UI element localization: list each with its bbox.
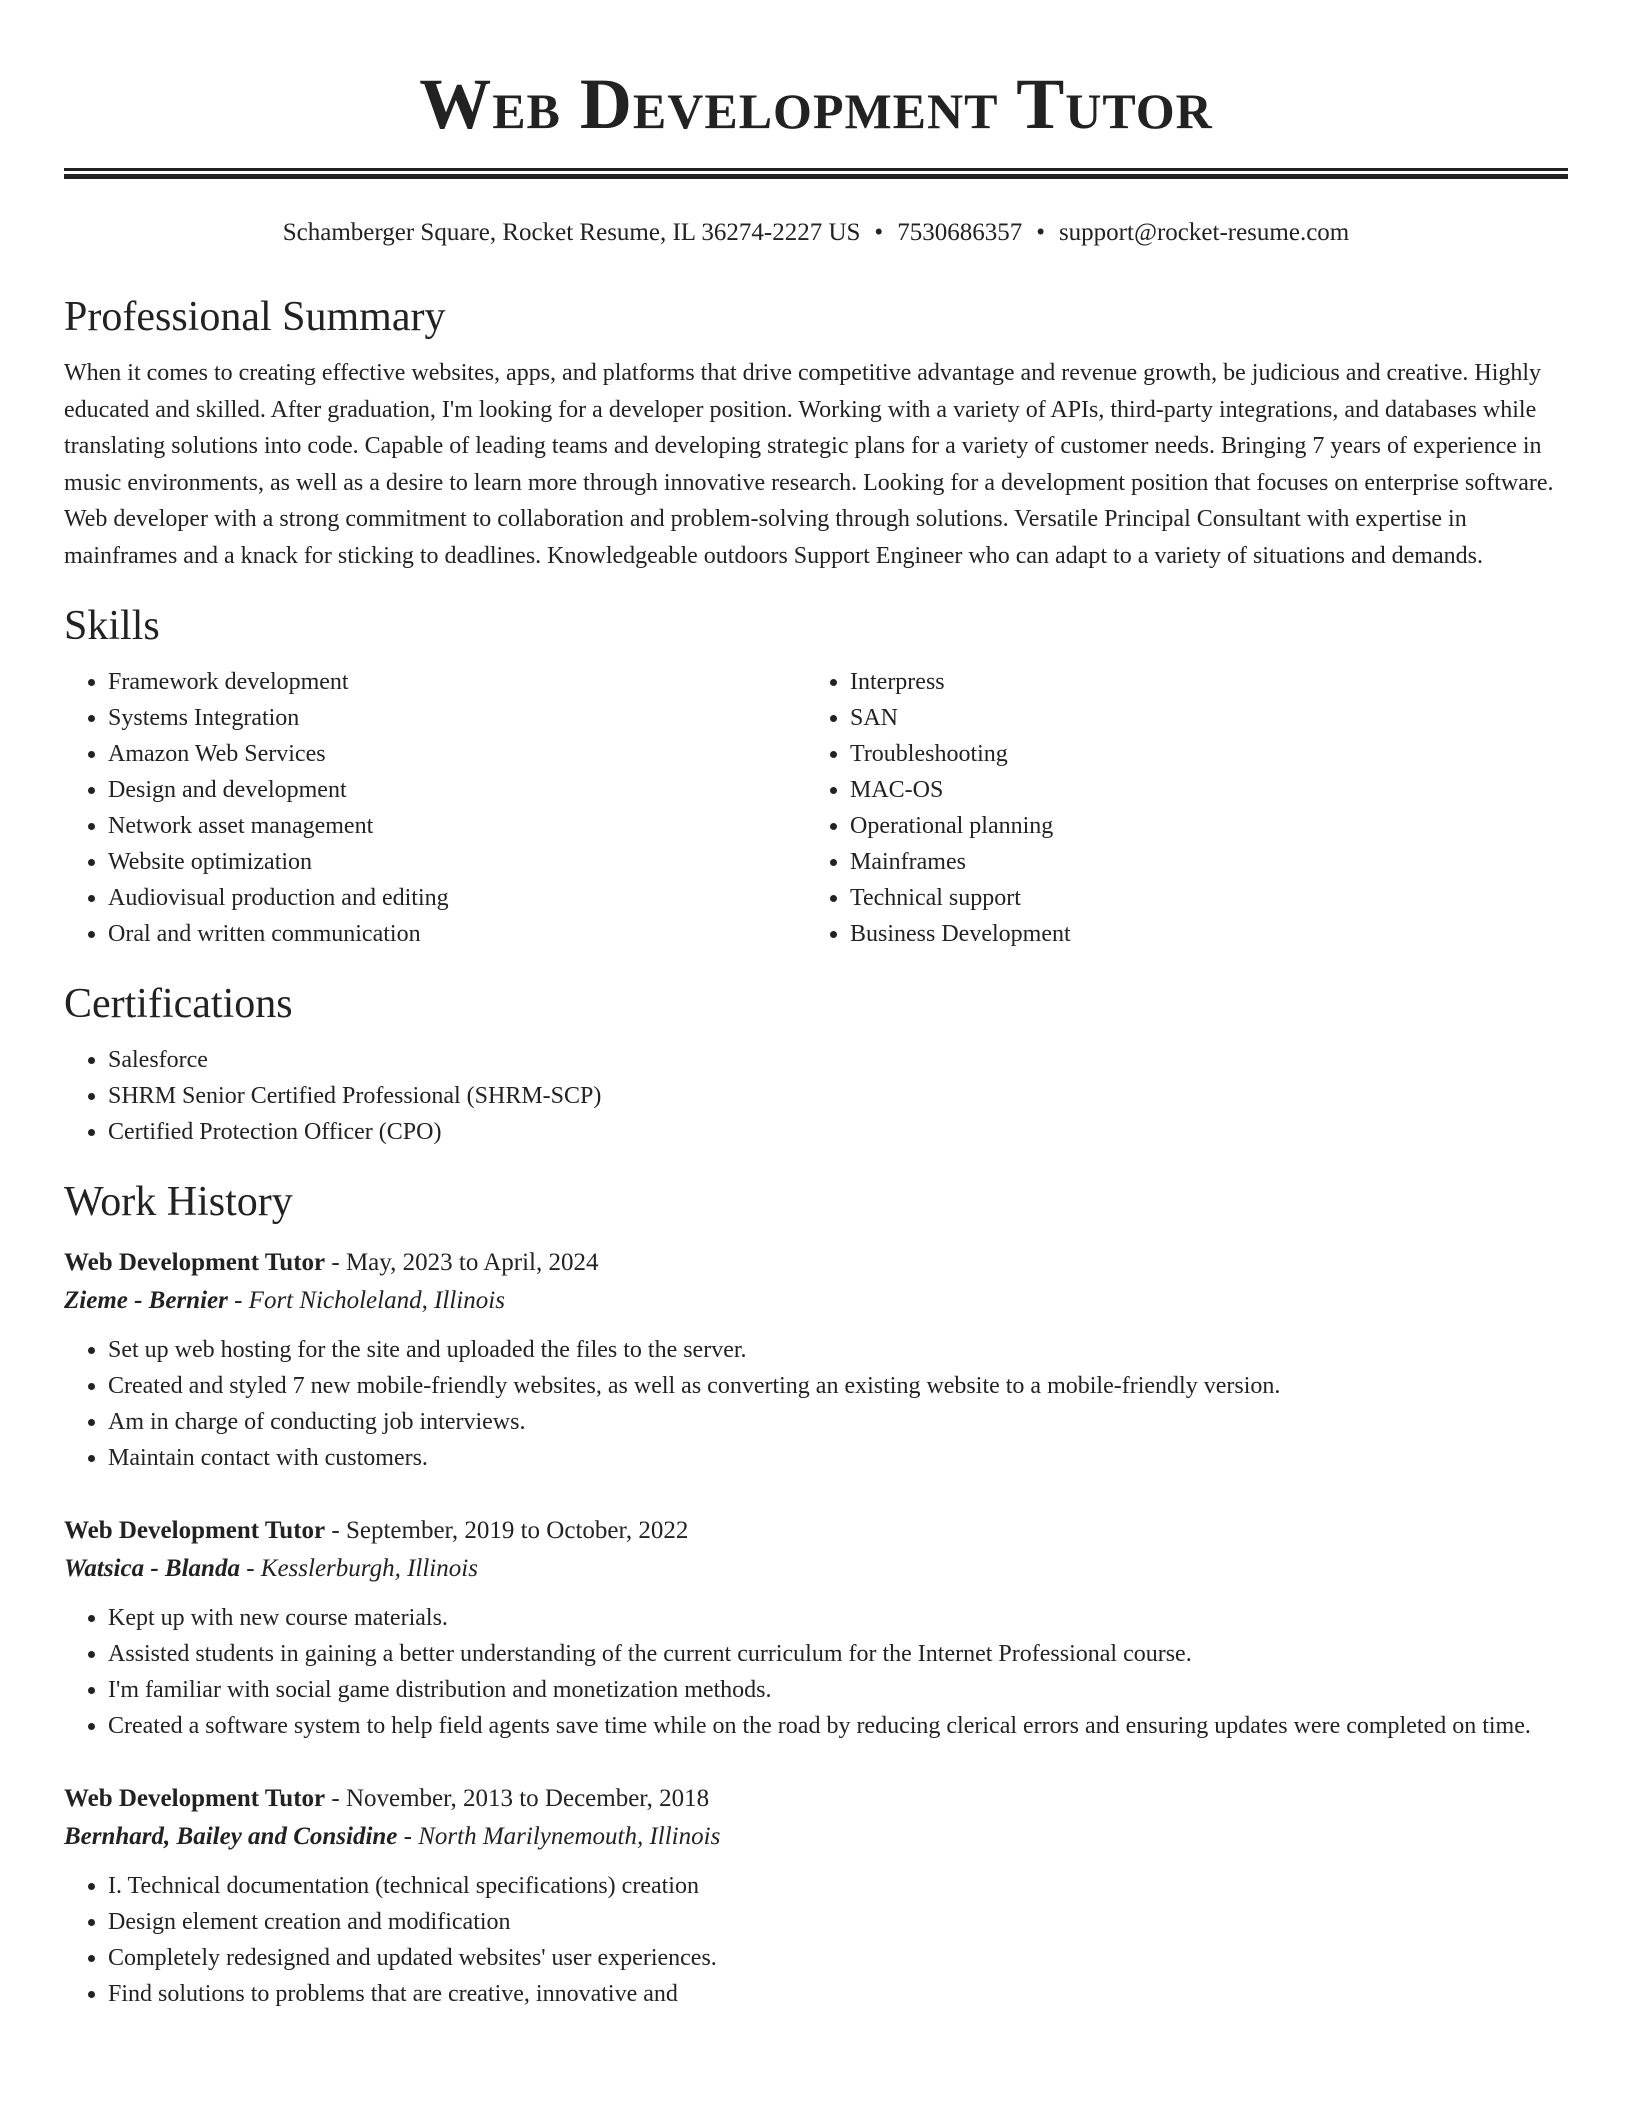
job-title-line — [64, 1780, 1568, 1818]
job-dates: - May, 2023 to April, 2024 — [325, 1249, 599, 1276]
job-company: Zieme - Bernier — [64, 1287, 228, 1314]
skill-item: • Operational planning — [850, 808, 1548, 844]
skill-item: • Troubleshooting — [850, 736, 1548, 772]
job-title-line — [64, 1512, 1568, 1550]
job-bullet: • Assisted students in gaining a better understanding of the current curriculum for the Internet Professional course. — [108, 1636, 1568, 1672]
summary-text: When it comes to creating effective websites, apps, and platforms that drive competitive advantage and revenue growth, be judicious and creative. Highly educated and skilled. After graduation, I'm looking for a developer position. Working with a variety of APIs, third-party integrations, and databases while translating solutions into code. Capable of leading teams and developing strategic plans for a variety of customer needs. Bringing 7 years of experience in music environments, as well as a desire to learn more through innovative research. Looking for a development position that focuses on enterprise software. Web developer with a strong commitment to collaboration and problem-solving through solutions. Versatile Principal Consultant with expertise in mainframes and a knack for sticking to deadlines. Knowledgeable outdoors Support Engineer who can adapt to a variety of situations and demands. — [64, 360, 1554, 569]
skill-item: • MAC-OS — [850, 772, 1548, 808]
job-role: Web Development Tutor — [64, 1249, 326, 1276]
certification-item: • SHRM Senior Certified Professional (SHRM-SCP) — [108, 1078, 1568, 1114]
job-bullet: • Completely redesigned and updated websites' user experiences. — [108, 1940, 1568, 1976]
skill-item: • Interpress — [850, 664, 1548, 700]
skill-item: • Framework development — [108, 664, 806, 700]
skills-section — [64, 600, 1568, 952]
resume-title: Web Development Tutor — [419, 64, 1213, 144]
summary-section — [64, 291, 1568, 574]
job-bullet: • Am in charge of conducting job interviews. — [108, 1404, 1568, 1440]
skill-item: • Mainframes — [850, 844, 1548, 880]
job-company-line — [64, 1282, 1568, 1320]
work-history-section — [64, 1176, 1568, 2012]
job-bullets — [64, 1332, 1568, 1476]
certification-item: • Certified Protection Officer (CPO) — [108, 1114, 1568, 1150]
job-company: Watsica - Blanda — [64, 1555, 240, 1582]
job-entry — [64, 1244, 1568, 1476]
contact-separator: • — [874, 219, 884, 246]
job-bullet: • Created and styled 7 new mobile-friendly websites, as well as converting an existing website to a mobile-friendly version. — [108, 1368, 1568, 1404]
skill-item: • Website optimization — [108, 844, 806, 880]
skill-item: • Systems Integration — [108, 700, 806, 736]
job-dates: - November, 2013 to December, 2018 — [325, 1785, 710, 1812]
job-company: Bernhard, Bailey and Considine — [64, 1823, 398, 1850]
skill-item: • Amazon Web Services — [108, 736, 806, 772]
job-bullet: • I. Technical documentation (technical specifications) creation — [108, 1868, 1568, 1904]
job-entry — [64, 1512, 1568, 1744]
job-bullet: • Set up web hosting for the site and uploaded the files to the server. — [108, 1332, 1568, 1368]
job-location: - Fort Nicholeland, Illinois — [227, 1287, 505, 1314]
contact-email: support@rocket-resume.com — [1058, 219, 1350, 246]
job-location: - North Marilynemouth, Illinois — [397, 1823, 721, 1850]
certification-item: • Salesforce — [108, 1042, 1568, 1078]
job-role: Web Development Tutor — [64, 1785, 326, 1812]
skill-item: • Oral and written communication — [108, 916, 806, 952]
skill-item: • Business Development — [850, 916, 1548, 952]
skills-list-right — [806, 664, 1548, 952]
job-bullets — [64, 1600, 1568, 1744]
job-bullet: • Design element creation and modification — [108, 1904, 1568, 1940]
title-divider — [64, 168, 1568, 179]
job-company-line — [64, 1818, 1568, 1856]
skills-heading: Skills — [64, 603, 160, 649]
job-title-line — [64, 1244, 1568, 1282]
skill-item: • Audiovisual production and editing — [108, 880, 806, 916]
skills-list-left — [64, 664, 806, 952]
skill-item: • Technical support — [850, 880, 1548, 916]
job-bullets — [64, 1868, 1568, 2012]
contact-line — [64, 217, 1568, 249]
job-location: - Kesslerburgh, Illinois — [239, 1555, 478, 1582]
work-history-heading: Work History — [64, 1179, 293, 1225]
certifications-list — [64, 1042, 1568, 1150]
job-dates: - September, 2019 to October, 2022 — [325, 1517, 689, 1544]
job-role: Web Development Tutor — [64, 1517, 326, 1544]
skill-item: • Network asset management — [108, 808, 806, 844]
contact-address: Schamberger Square, Rocket Resume, IL 36274-2227 US — [282, 219, 861, 246]
contact-separator: • — [1036, 219, 1045, 246]
certifications-section — [64, 978, 1568, 1150]
job-bullet: • I'm familiar with social game distribution and monetization methods. — [108, 1672, 1568, 1708]
skill-item: • Design and development — [108, 772, 806, 808]
job-bullet: • Maintain contact with customers. — [108, 1440, 1568, 1476]
certifications-heading: Certifications — [64, 981, 293, 1027]
job-bullet: • Created a software system to help field agents save time while on the road by reducing clerical errors and ensuring updates were completed on time. — [108, 1708, 1568, 1744]
job-company-line — [64, 1550, 1568, 1588]
contact-phone: 7530686357 — [897, 219, 1023, 246]
skill-item: • SAN — [850, 700, 1548, 736]
summary-heading: Professional Summary — [64, 294, 446, 340]
job-bullet: • Kept up with new course materials. — [108, 1600, 1568, 1636]
skills-grid — [64, 664, 1568, 952]
job-entry — [64, 1780, 1568, 2012]
job-bullet: • Find solutions to problems that are creative, innovative and — [108, 1976, 1568, 2012]
